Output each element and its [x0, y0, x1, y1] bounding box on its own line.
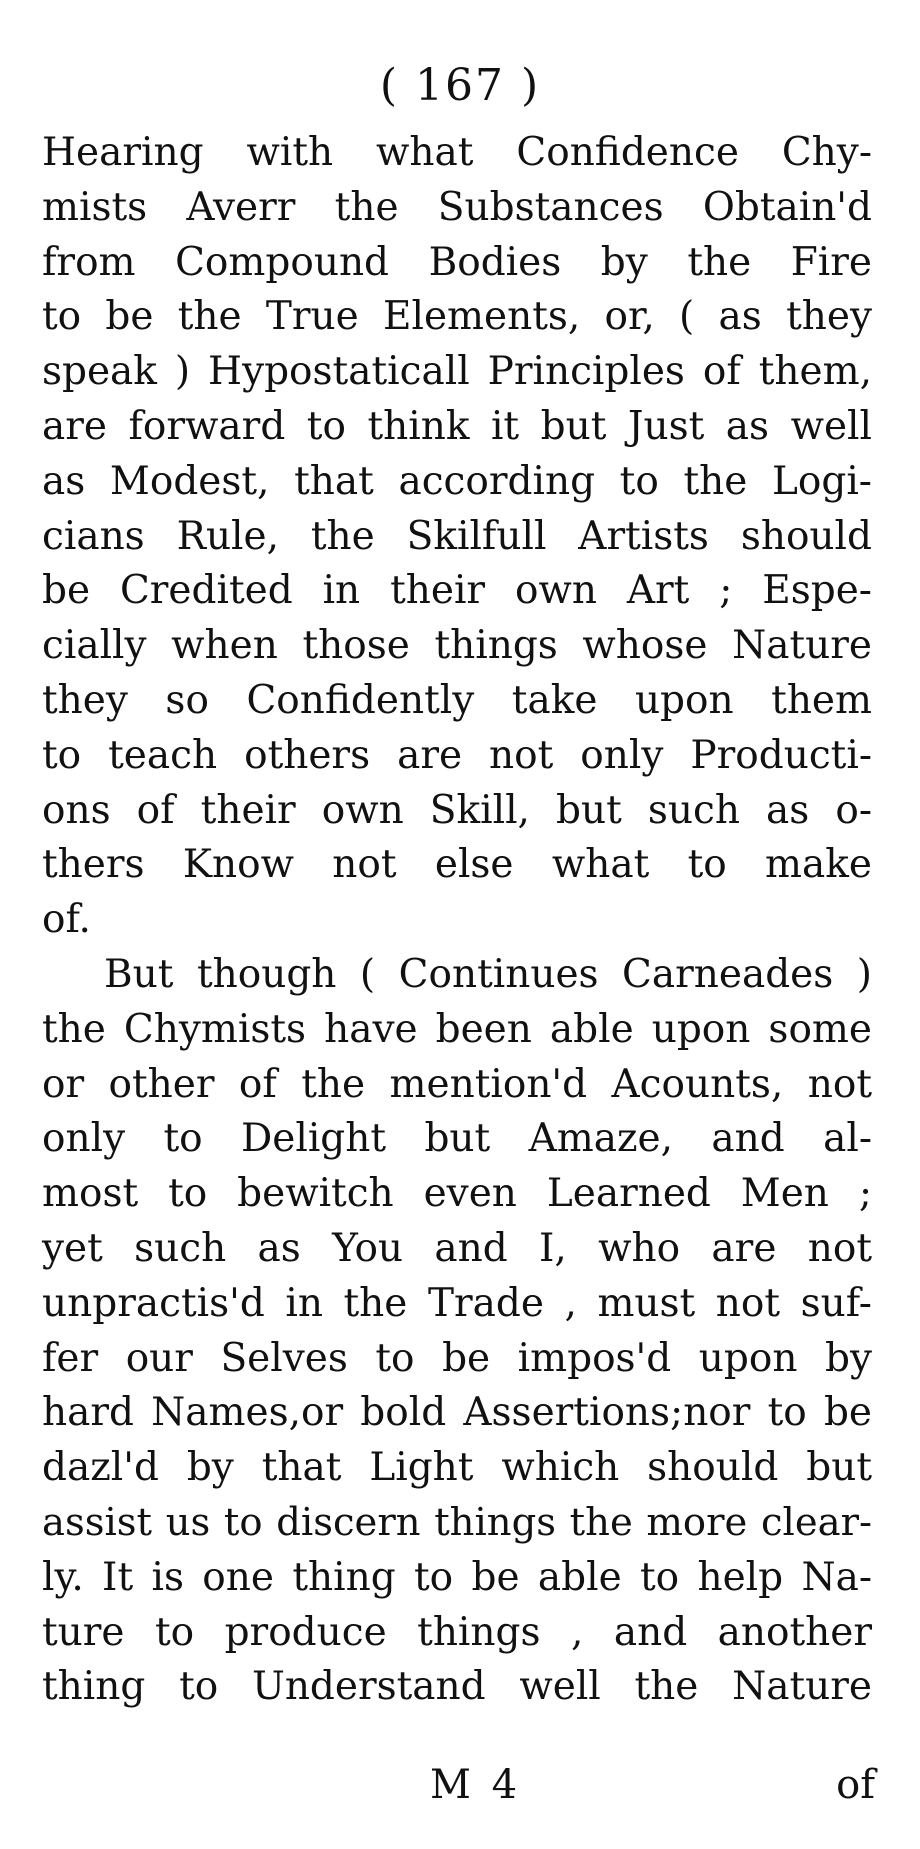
text-line: mists Averr the Substances Obtain'd: [42, 184, 872, 230]
text-line: cians Rule, the Skilfull Artists should: [42, 513, 872, 559]
text-line: dazl'd by that Light which should but: [42, 1445, 872, 1491]
text-line: hard Names,or bold Assertions;nor to be: [42, 1390, 872, 1436]
text-line: from Compound Bodies by the Fire: [42, 239, 872, 285]
text-line: of.: [42, 897, 91, 943]
text-line: ons of their own Skill, but such as o-: [42, 787, 872, 833]
text-line: only to Delight but Amaze, and al-: [42, 1116, 872, 1162]
text-line: the Chymists have been able upon some: [42, 1006, 872, 1052]
text-line: be Credited in their own Art ; Espe-: [42, 568, 872, 614]
catchword: of: [836, 1762, 875, 1808]
text-line: most to bewitch even Learned Men ;: [42, 1171, 872, 1217]
text-line: speak ) Hypostaticall Principles of them,: [42, 349, 872, 395]
text-line: are forward to think it but Just as well: [42, 403, 872, 449]
text-line: ture to produce things , and another: [42, 1609, 872, 1655]
signature-mark: M 4: [430, 1762, 522, 1808]
text-line: Hearing with what Confidence Chy-: [42, 130, 872, 175]
text-line: assist us to discern things the more clear-: [42, 1499, 872, 1545]
text-line: But though ( Continues Carneades ): [104, 951, 872, 997]
text-line: to be the True Elements, or, ( as they: [42, 294, 872, 340]
text-line: or other of the mention'd Acounts, not: [42, 1061, 872, 1107]
paragraph-2: [42, 948, 872, 1715]
text-line: thers Know not else what to make: [42, 842, 872, 888]
text-line: they so Confidently take upon them: [42, 677, 872, 723]
page-number: ( 167 ): [379, 60, 541, 111]
text-line: thing to Understand well the Nature: [42, 1664, 872, 1710]
text-line: yet such as You and I, who are not: [42, 1225, 872, 1271]
body-text: [42, 126, 872, 1715]
text-line: fer our Selves to be impos'd upon by: [42, 1335, 872, 1381]
text-line: cially when those things whose Nature: [42, 623, 872, 669]
text-line: as Modest, that according to the Logi-: [42, 458, 872, 504]
page-footer: [0, 1762, 920, 1822]
text-line: unpractis'd in the Trade , must not suf-: [42, 1280, 872, 1326]
text-line: to teach others are not only Producti-: [42, 732, 872, 778]
text-line: ly. It is one thing to be able to help Na-: [42, 1554, 872, 1600]
paragraph-1: [42, 126, 872, 948]
